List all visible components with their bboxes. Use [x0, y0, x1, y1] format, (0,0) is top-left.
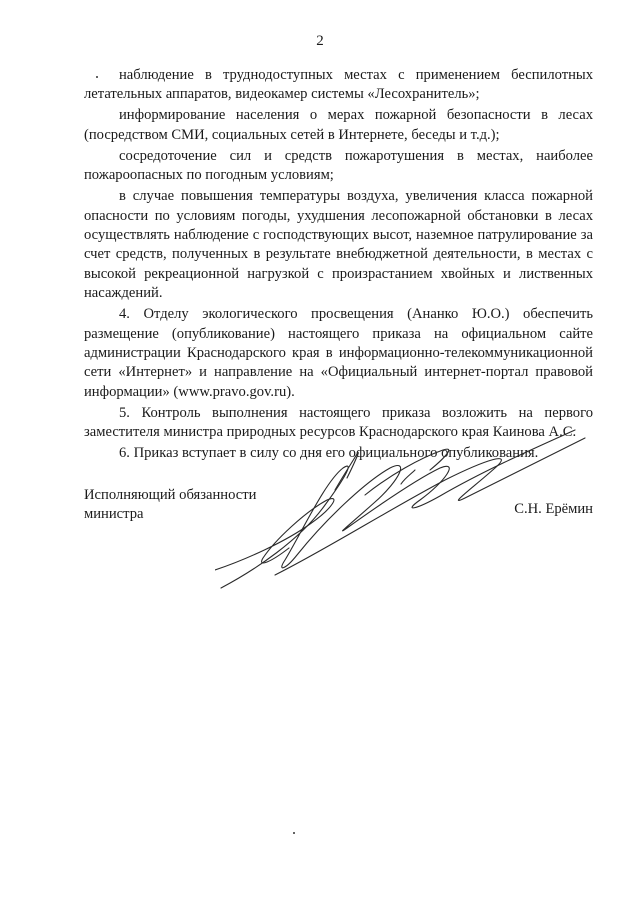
signatory-title-line-2: министра [84, 506, 144, 522]
signatory-name: С.Н. Ерёмин [514, 501, 593, 517]
paragraph-item-5: 5. Контроль выполнения настоящего приказа возложить на первого заместителя министра природных ресурсов Краснодарского края Каинова А.С. [84, 404, 593, 441]
paragraph-public-information: информирование населения о мерах пожарной безопасности в лесах (посредством СМИ, социальных сетей в Интернете, беседы и т.д.); [84, 107, 593, 143]
handwritten-signature [215, 420, 595, 595]
speck [96, 76, 98, 78]
paragraph-fire-forces: сосредоточение сил и средств пожаротушения в местах, наиболее пожароопасных по погодным условиям; [84, 147, 593, 184]
paragraph-uav-monitoring: наблюдение в труднодоступных местах с применением беспилотных летательных аппаратов, видеокамер системы «Лесохранитель»; [84, 67, 593, 103]
paragraph-item-4: 4. Отделу экологического просвещения (Ананко Ю.О.) обеспечить размещение (опубликование) настоящего приказа на официальном сайте администрации Краснодарского края в информационно-телекоммуникационной сети «Интернет» и направление на «Официальный интернет-портал правовой информации» (www.pravo.gov.ru). [84, 306, 593, 400]
signatory-title-line-1: Исполняющий обязанности [84, 487, 257, 503]
paragraph-high-temperature: в случае повышения температуры воздуха, увеличения класса пожарной опасности по условиям погоды, ухудшения лесопожарной обстановки в лесах осуществлять наблюдение с господствующих высот, наземное патрулирование за счет средств, полученных в результате внебюджетной деятельности, в местах с высокой рекреационной нагрузкой с произрастанием хвойных и лиственных насаждений. [84, 188, 593, 302]
paragraph-item-6: 6. Приказ вступает в силу со дня его официального опубликования. [119, 445, 539, 462]
speck [293, 832, 295, 834]
page-number: 2 [316, 33, 324, 49]
document-body [84, 66, 593, 465]
